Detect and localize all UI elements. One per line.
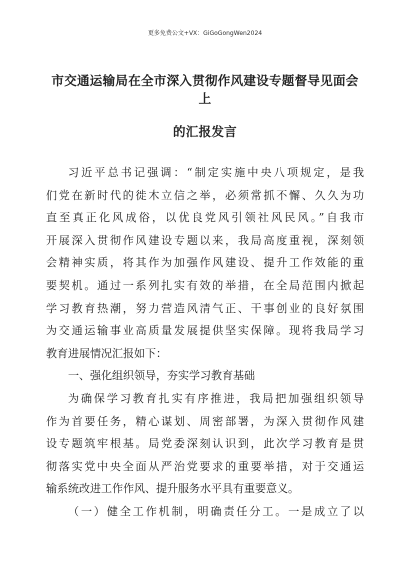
paragraph-line: 开展深入贯彻作风建设专题以来，我局高度重视，深刻领 (46, 233, 364, 247)
paragraph-line: （一）健全工作机制，明确责任分工。一是成立了以 (68, 504, 364, 518)
paragraph-line: 们党在新时代的徙木立信之举，必须常抓不懈、久久为功 (46, 188, 364, 202)
header-note: 更多免费公文+VX：GiGoGongWen2024 (147, 30, 263, 37)
paragraph-line: 为交通运输事业高质量发展提供坚实保障。现将我局学习 (46, 324, 364, 338)
paragraph-line: 要契机。通过一系列扎实有效的举措，在全局范围内掀起 (46, 278, 364, 292)
paragraph-line: 输系统改进工作作风、提升服务水平具有重要意义。 (46, 482, 299, 496)
document-body (46, 162, 364, 524)
document-title-line-1: 市交通运输局在全市深入贯彻作风建设专题督导见面会上 (51, 73, 359, 106)
document-title-line-2: 的汇报发言 (172, 124, 237, 139)
paragraph-line: 会精神实质，将其作为加强作风建设、提升工作效能的重 (46, 256, 364, 270)
paragraph-line: 习近平总书记强调：“制定实施中央八项规定，是我 (68, 166, 364, 179)
section-heading: 一、强化组织领导，夯实学习教育基础 (68, 369, 255, 383)
paragraph-line: 直至真正化风成俗，以优良党风引领社风民风。”自我市 (46, 211, 364, 225)
paragraph-line: 设专题筑牢根基。局党委深刻认识到，此次学习教育是贯 (46, 437, 364, 451)
paragraph-line: 教育进展情况汇报如下： (46, 346, 167, 360)
paragraph-line: 彻落实党中央全面从严治党要求的重要举措，对于交通运 (46, 459, 364, 473)
paragraph-line: 学习教育热潮，努力营造风清气正、干事创业的良好氛围 (46, 301, 364, 315)
paragraph-line: 为确保学习教育扎实有序推进，我局把加强组织领导 (68, 391, 364, 405)
paragraph-line: 作为首要任务，精心谋划、周密部署，为深入贯彻作风建 (46, 414, 364, 428)
